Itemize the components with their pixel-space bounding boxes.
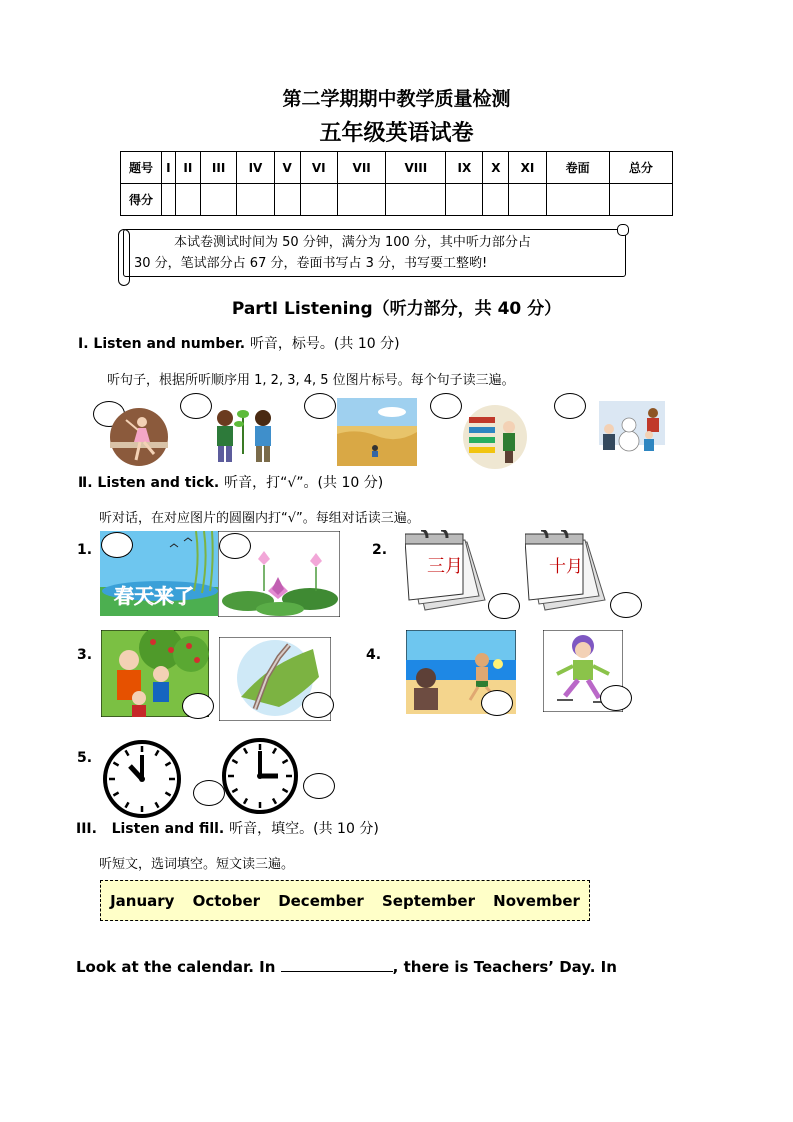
score-cell[interactable]: [162, 184, 176, 216]
section-1-heading-cn: 听音，标号。(共 10 分): [249, 336, 400, 352]
item-number: 1.: [77, 542, 93, 558]
score-col: VI: [300, 152, 337, 184]
tick-circle[interactable]: [481, 690, 513, 716]
notice-scroll: [123, 229, 626, 277]
score-row-label: 题号: [121, 152, 162, 184]
score-row-label: 得分: [121, 184, 162, 216]
clock-picture: [221, 737, 299, 815]
section-1-instruction: 听句子，根据所听顺序用 1, 2, 3, 4, 5 位图片标号。每个句子读三遍。: [107, 373, 515, 388]
score-col: 总分: [609, 152, 672, 184]
score-table-header-row: [121, 152, 673, 184]
wheat-field-picture: [337, 398, 417, 466]
score-col: III: [200, 152, 236, 184]
section-3-instruction: 听短文，选词填空。短文读三遍。: [99, 857, 295, 872]
ballet-dancer-picture: [110, 408, 168, 466]
score-cell[interactable]: [546, 184, 609, 216]
notice-line-2: 30 分，笔试部分占 67 分，卷面书写占 3 分，书写要工整哟!: [134, 256, 488, 271]
score-table-score-row: [121, 184, 673, 216]
calendar-march-text: 三月: [427, 556, 463, 577]
tick-circle[interactable]: [600, 685, 632, 711]
notice-line-1: 本试卷测试时间为 50 分钟，满分为 100 分，其中听力部分占: [174, 235, 531, 250]
score-col: VIII: [386, 152, 446, 184]
answer-circle[interactable]: [430, 393, 462, 419]
word-bank-item: September: [381, 891, 475, 910]
score-cell[interactable]: [274, 184, 300, 216]
score-cell[interactable]: [200, 184, 236, 216]
tick-circle[interactable]: [182, 693, 214, 719]
section-1-heading: [78, 333, 400, 353]
score-cell[interactable]: [509, 184, 546, 216]
tick-circle[interactable]: [488, 593, 520, 619]
word-bank-item: October: [192, 891, 261, 910]
score-cell[interactable]: [483, 184, 509, 216]
tick-circle[interactable]: [303, 773, 335, 799]
item-number: 5.: [77, 750, 93, 766]
score-col: I: [162, 152, 176, 184]
exam-subtitle: 五年级英语试卷: [319, 121, 474, 146]
calendar-october-text: 十月: [549, 557, 583, 577]
score-cell[interactable]: [386, 184, 446, 216]
supermarket-picture: [463, 405, 527, 469]
tick-circle[interactable]: [101, 532, 133, 558]
score-table: [120, 151, 673, 216]
score-cell[interactable]: [337, 184, 386, 216]
fill-sentence: [76, 957, 617, 976]
section-2-heading-en: Ⅱ. Listen and tick.: [78, 475, 220, 491]
score-cell[interactable]: [446, 184, 483, 216]
section-2-instruction: 听对话，在对应图片的圆圈内打“√”。每组对话读三遍。: [99, 511, 420, 526]
section-2-heading-cn: 听音，打“√”。(共 10 分): [224, 475, 384, 491]
section-3-heading: [76, 818, 379, 838]
sentence-end: , there is Teachers’ Day. In: [392, 958, 617, 976]
spring-banner-text: 春天来了: [114, 584, 194, 608]
score-col: IX: [446, 152, 483, 184]
scroll-curl-right: [617, 224, 629, 236]
fill-blank[interactable]: [281, 957, 393, 972]
part-title: PartⅠ Listening（听力部分，共 40 分）: [231, 299, 562, 319]
score-cell[interactable]: [175, 184, 200, 216]
sentence-start: Look at the calendar. In: [76, 958, 276, 976]
section-3-heading-cn: 听音，填空。(共 10 分): [229, 821, 379, 837]
exam-title: 第二学期期中教学质量检测: [282, 88, 511, 110]
calendar-october-picture: [525, 530, 613, 614]
score-col: II: [175, 152, 200, 184]
tick-circle[interactable]: [219, 533, 251, 559]
word-bank-item: January: [110, 891, 175, 910]
item-number: 4.: [366, 647, 382, 663]
word-bank-item: December: [278, 891, 364, 910]
item-number: 2.: [372, 542, 388, 558]
score-col: X: [483, 152, 509, 184]
answer-circle[interactable]: [554, 393, 586, 419]
word-bank-item: November: [493, 891, 580, 910]
score-cell[interactable]: [609, 184, 672, 216]
answer-circle[interactable]: [304, 393, 336, 419]
word-bank: [100, 880, 590, 921]
score-col: XI: [509, 152, 546, 184]
planting-tree-picture: [205, 404, 283, 466]
score-col: 卷面: [546, 152, 609, 184]
calendar-march-picture: [405, 530, 491, 614]
score-cell[interactable]: [300, 184, 337, 216]
snowman-picture: [599, 401, 665, 465]
score-cell[interactable]: [237, 184, 274, 216]
clock-picture: [102, 739, 182, 819]
section-1-heading-en: Ⅰ. Listen and number.: [78, 336, 246, 352]
tick-circle[interactable]: [302, 692, 334, 718]
tick-circle[interactable]: [610, 592, 642, 618]
item-number: 3.: [77, 647, 93, 663]
score-col: V: [274, 152, 300, 184]
section-3-heading-en: III. Listen and fill.: [76, 821, 225, 837]
section-2-heading: [78, 472, 383, 492]
score-col: VII: [337, 152, 386, 184]
score-col: IV: [237, 152, 274, 184]
